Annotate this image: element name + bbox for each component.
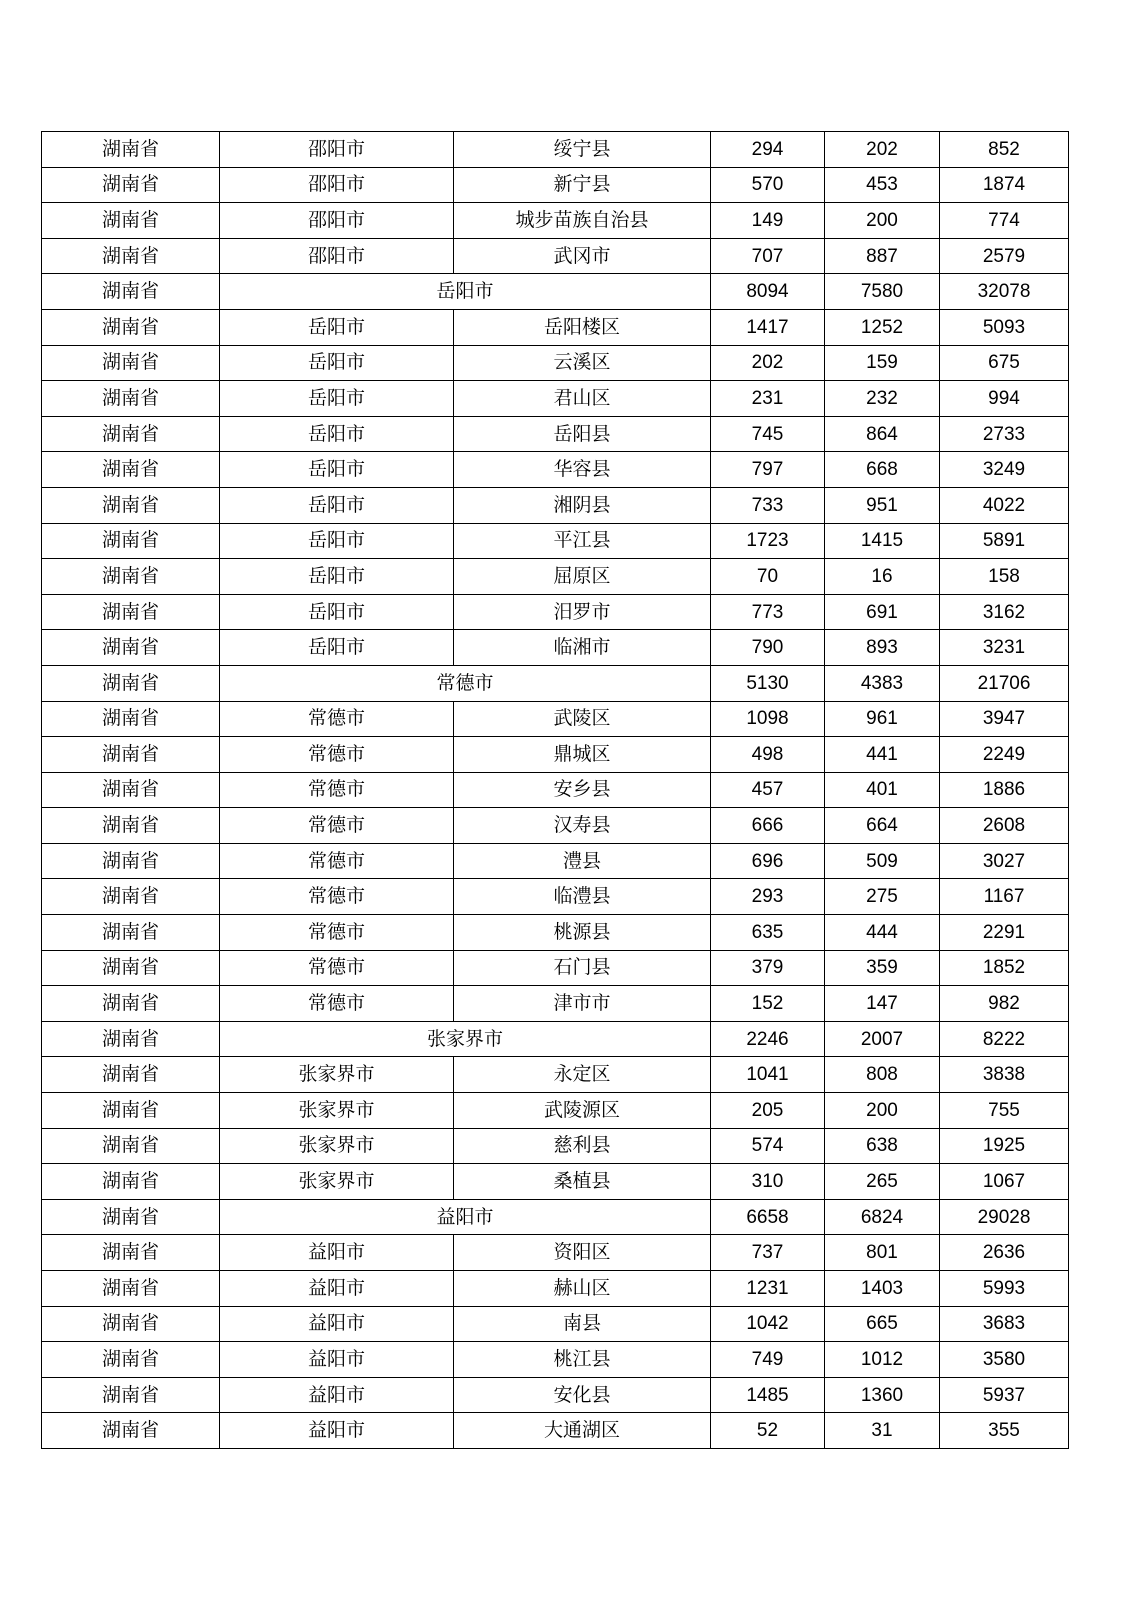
county-cell: 桃源县 [454, 915, 711, 951]
value-3-cell: 3580 [940, 1342, 1069, 1378]
table-row [42, 1164, 1069, 1200]
value-2-cell: 147 [825, 986, 940, 1022]
value-1-cell: 52 [711, 1413, 825, 1449]
value-3-cell: 1874 [940, 167, 1069, 203]
table-row [42, 1306, 1069, 1342]
county-cell: 安化县 [454, 1377, 711, 1413]
table-row [42, 808, 1069, 844]
table-row [42, 843, 1069, 879]
county-cell: 临湘市 [454, 630, 711, 666]
value-3-cell: 5891 [940, 523, 1069, 559]
value-2-cell: 359 [825, 950, 940, 986]
city-cell: 邵阳市 [220, 203, 454, 239]
county-cell: 武陵源区 [454, 1093, 711, 1129]
statistics-table [41, 131, 1069, 1449]
value-2-cell: 665 [825, 1306, 940, 1342]
value-3-cell: 755 [940, 1093, 1069, 1129]
table-row [42, 1093, 1069, 1129]
county-cell: 安乡县 [454, 772, 711, 808]
city-cell: 岳阳市 [220, 559, 454, 595]
table-row [42, 167, 1069, 203]
value-1-cell: 457 [711, 772, 825, 808]
city-cell: 常德市 [220, 737, 454, 773]
city-cell: 岳阳市 [220, 416, 454, 452]
value-2-cell: 1012 [825, 1342, 940, 1378]
table-row [42, 986, 1069, 1022]
province-cell: 湖南省 [42, 915, 220, 951]
value-2-cell: 200 [825, 1093, 940, 1129]
city-cell: 益阳市 [220, 1306, 454, 1342]
province-cell: 湖南省 [42, 1271, 220, 1307]
county-cell: 桃江县 [454, 1342, 711, 1378]
value-1-cell: 205 [711, 1093, 825, 1129]
value-1-cell: 797 [711, 452, 825, 488]
city-cell: 常德市 [220, 808, 454, 844]
county-cell: 岳阳楼区 [454, 309, 711, 345]
value-3-cell: 355 [940, 1413, 1069, 1449]
value-1-cell: 310 [711, 1164, 825, 1200]
value-1-cell: 6658 [711, 1199, 825, 1235]
table-row [42, 772, 1069, 808]
county-cell: 石门县 [454, 950, 711, 986]
city-cell: 益阳市 [220, 1413, 454, 1449]
province-cell: 湖南省 [42, 1128, 220, 1164]
province-cell: 湖南省 [42, 452, 220, 488]
city-cell: 益阳市 [220, 1342, 454, 1378]
value-2-cell: 441 [825, 737, 940, 773]
city-total-cell: 张家界市 [220, 1021, 711, 1057]
province-cell: 湖南省 [42, 487, 220, 523]
value-3-cell: 5993 [940, 1271, 1069, 1307]
value-1-cell: 707 [711, 238, 825, 274]
value-3-cell: 675 [940, 345, 1069, 381]
value-3-cell: 2579 [940, 238, 1069, 274]
value-1-cell: 294 [711, 132, 825, 168]
province-cell: 湖南省 [42, 1164, 220, 1200]
value-2-cell: 961 [825, 701, 940, 737]
table-row [42, 594, 1069, 630]
city-cell: 岳阳市 [220, 594, 454, 630]
value-2-cell: 801 [825, 1235, 940, 1271]
province-cell: 湖南省 [42, 559, 220, 595]
value-3-cell: 5093 [940, 309, 1069, 345]
value-1-cell: 666 [711, 808, 825, 844]
table-row [42, 523, 1069, 559]
county-cell: 津市市 [454, 986, 711, 1022]
city-cell: 张家界市 [220, 1057, 454, 1093]
city-cell: 益阳市 [220, 1377, 454, 1413]
county-cell: 大通湖区 [454, 1413, 711, 1449]
province-cell: 湖南省 [42, 1093, 220, 1129]
value-2-cell: 159 [825, 345, 940, 381]
province-cell: 湖南省 [42, 737, 220, 773]
county-cell: 新宁县 [454, 167, 711, 203]
city-cell: 常德市 [220, 701, 454, 737]
value-2-cell: 265 [825, 1164, 940, 1200]
county-cell: 桑植县 [454, 1164, 711, 1200]
table-row [42, 1413, 1069, 1449]
city-cell: 邵阳市 [220, 167, 454, 203]
value-1-cell: 379 [711, 950, 825, 986]
city-total-cell: 常德市 [220, 665, 711, 701]
county-cell: 武陵区 [454, 701, 711, 737]
city-cell: 邵阳市 [220, 238, 454, 274]
value-1-cell: 1417 [711, 309, 825, 345]
table-row [42, 1235, 1069, 1271]
value-2-cell: 951 [825, 487, 940, 523]
table-row [42, 701, 1069, 737]
county-cell: 澧县 [454, 843, 711, 879]
value-1-cell: 498 [711, 737, 825, 773]
city-total-cell: 益阳市 [220, 1199, 711, 1235]
province-cell: 湖南省 [42, 772, 220, 808]
province-cell: 湖南省 [42, 1021, 220, 1057]
value-3-cell: 158 [940, 559, 1069, 595]
value-1-cell: 2246 [711, 1021, 825, 1057]
value-1-cell: 1231 [711, 1271, 825, 1307]
value-1-cell: 202 [711, 345, 825, 381]
value-2-cell: 887 [825, 238, 940, 274]
value-2-cell: 808 [825, 1057, 940, 1093]
table-row [42, 1057, 1069, 1093]
table-row [42, 737, 1069, 773]
value-2-cell: 668 [825, 452, 940, 488]
province-cell: 湖南省 [42, 986, 220, 1022]
value-1-cell: 745 [711, 416, 825, 452]
value-3-cell: 3838 [940, 1057, 1069, 1093]
value-3-cell: 3249 [940, 452, 1069, 488]
table-row [42, 950, 1069, 986]
value-3-cell: 3683 [940, 1306, 1069, 1342]
county-cell: 绥宁县 [454, 132, 711, 168]
table-row [42, 1342, 1069, 1378]
city-cell: 岳阳市 [220, 523, 454, 559]
city-cell: 常德市 [220, 950, 454, 986]
county-cell: 汨罗市 [454, 594, 711, 630]
city-cell: 岳阳市 [220, 345, 454, 381]
value-3-cell: 2249 [940, 737, 1069, 773]
value-3-cell: 2636 [940, 1235, 1069, 1271]
county-cell: 云溪区 [454, 345, 711, 381]
province-cell: 湖南省 [42, 701, 220, 737]
value-1-cell: 1723 [711, 523, 825, 559]
value-2-cell: 1415 [825, 523, 940, 559]
table-body [42, 132, 1069, 1449]
province-cell: 湖南省 [42, 1057, 220, 1093]
city-cell: 张家界市 [220, 1128, 454, 1164]
value-2-cell: 1252 [825, 309, 940, 345]
value-2-cell: 664 [825, 808, 940, 844]
county-cell: 慈利县 [454, 1128, 711, 1164]
city-cell: 岳阳市 [220, 381, 454, 417]
county-cell: 鼎城区 [454, 737, 711, 773]
value-1-cell: 152 [711, 986, 825, 1022]
table-row [42, 203, 1069, 239]
value-2-cell: 893 [825, 630, 940, 666]
province-cell: 湖南省 [42, 950, 220, 986]
table-row [42, 452, 1069, 488]
city-subtotal-row [42, 1199, 1069, 1235]
value-2-cell: 2007 [825, 1021, 940, 1057]
table-row [42, 879, 1069, 915]
value-1-cell: 1098 [711, 701, 825, 737]
value-1-cell: 570 [711, 167, 825, 203]
city-cell: 常德市 [220, 879, 454, 915]
value-3-cell: 5937 [940, 1377, 1069, 1413]
value-3-cell: 852 [940, 132, 1069, 168]
province-cell: 湖南省 [42, 808, 220, 844]
province-cell: 湖南省 [42, 416, 220, 452]
province-cell: 湖南省 [42, 203, 220, 239]
value-2-cell: 6824 [825, 1199, 940, 1235]
value-3-cell: 3027 [940, 843, 1069, 879]
province-cell: 湖南省 [42, 594, 220, 630]
city-cell: 岳阳市 [220, 452, 454, 488]
value-2-cell: 1360 [825, 1377, 940, 1413]
county-cell: 南县 [454, 1306, 711, 1342]
province-cell: 湖南省 [42, 1377, 220, 1413]
value-1-cell: 790 [711, 630, 825, 666]
value-1-cell: 737 [711, 1235, 825, 1271]
county-cell: 临澧县 [454, 879, 711, 915]
province-cell: 湖南省 [42, 630, 220, 666]
value-2-cell: 232 [825, 381, 940, 417]
city-total-cell: 岳阳市 [220, 274, 711, 310]
table-row [42, 915, 1069, 951]
province-cell: 湖南省 [42, 879, 220, 915]
county-cell: 赫山区 [454, 1271, 711, 1307]
city-cell: 常德市 [220, 915, 454, 951]
value-1-cell: 293 [711, 879, 825, 915]
value-1-cell: 70 [711, 559, 825, 595]
value-3-cell: 8222 [940, 1021, 1069, 1057]
value-1-cell: 733 [711, 487, 825, 523]
table-row [42, 345, 1069, 381]
province-cell: 湖南省 [42, 381, 220, 417]
value-2-cell: 275 [825, 879, 940, 915]
value-2-cell: 638 [825, 1128, 940, 1164]
value-3-cell: 2291 [940, 915, 1069, 951]
city-cell: 岳阳市 [220, 630, 454, 666]
province-cell: 湖南省 [42, 309, 220, 345]
county-cell: 资阳区 [454, 1235, 711, 1271]
value-3-cell: 1886 [940, 772, 1069, 808]
value-1-cell: 231 [711, 381, 825, 417]
value-3-cell: 774 [940, 203, 1069, 239]
city-cell: 常德市 [220, 772, 454, 808]
value-3-cell: 4022 [940, 487, 1069, 523]
city-subtotal-row [42, 665, 1069, 701]
value-1-cell: 696 [711, 843, 825, 879]
province-cell: 湖南省 [42, 843, 220, 879]
value-2-cell: 4383 [825, 665, 940, 701]
value-2-cell: 31 [825, 1413, 940, 1449]
table-row [42, 630, 1069, 666]
province-cell: 湖南省 [42, 1306, 220, 1342]
value-3-cell: 3947 [940, 701, 1069, 737]
city-cell: 张家界市 [220, 1093, 454, 1129]
city-subtotal-row [42, 274, 1069, 310]
county-cell: 屈原区 [454, 559, 711, 595]
province-cell: 湖南省 [42, 238, 220, 274]
value-1-cell: 773 [711, 594, 825, 630]
city-cell: 邵阳市 [220, 132, 454, 168]
county-cell: 城步苗族自治县 [454, 203, 711, 239]
value-2-cell: 7580 [825, 274, 940, 310]
table-row [42, 487, 1069, 523]
table-row [42, 1377, 1069, 1413]
county-cell: 永定区 [454, 1057, 711, 1093]
city-cell: 益阳市 [220, 1271, 454, 1307]
value-1-cell: 1041 [711, 1057, 825, 1093]
value-3-cell: 1925 [940, 1128, 1069, 1164]
city-cell: 张家界市 [220, 1164, 454, 1200]
value-1-cell: 749 [711, 1342, 825, 1378]
county-cell: 湘阴县 [454, 487, 711, 523]
table-row [42, 381, 1069, 417]
value-1-cell: 1485 [711, 1377, 825, 1413]
city-cell: 岳阳市 [220, 309, 454, 345]
value-2-cell: 444 [825, 915, 940, 951]
value-2-cell: 864 [825, 416, 940, 452]
province-cell: 湖南省 [42, 345, 220, 381]
table-row [42, 416, 1069, 452]
province-cell: 湖南省 [42, 132, 220, 168]
value-1-cell: 635 [711, 915, 825, 951]
province-cell: 湖南省 [42, 274, 220, 310]
province-cell: 湖南省 [42, 523, 220, 559]
table-row [42, 132, 1069, 168]
city-cell: 常德市 [220, 843, 454, 879]
county-cell: 武冈市 [454, 238, 711, 274]
city-cell: 常德市 [220, 986, 454, 1022]
value-3-cell: 2733 [940, 416, 1069, 452]
value-1-cell: 1042 [711, 1306, 825, 1342]
province-cell: 湖南省 [42, 1342, 220, 1378]
value-2-cell: 1403 [825, 1271, 940, 1307]
city-cell: 益阳市 [220, 1235, 454, 1271]
value-3-cell: 32078 [940, 274, 1069, 310]
value-3-cell: 1852 [940, 950, 1069, 986]
table-row [42, 559, 1069, 595]
value-3-cell: 2608 [940, 808, 1069, 844]
county-cell: 华容县 [454, 452, 711, 488]
value-1-cell: 8094 [711, 274, 825, 310]
county-cell: 汉寿县 [454, 808, 711, 844]
province-cell: 湖南省 [42, 1413, 220, 1449]
value-2-cell: 401 [825, 772, 940, 808]
value-3-cell: 21706 [940, 665, 1069, 701]
city-cell: 岳阳市 [220, 487, 454, 523]
value-3-cell: 994 [940, 381, 1069, 417]
table-row [42, 238, 1069, 274]
value-1-cell: 574 [711, 1128, 825, 1164]
value-2-cell: 453 [825, 167, 940, 203]
value-1-cell: 5130 [711, 665, 825, 701]
value-2-cell: 509 [825, 843, 940, 879]
province-cell: 湖南省 [42, 167, 220, 203]
value-2-cell: 200 [825, 203, 940, 239]
value-3-cell: 3231 [940, 630, 1069, 666]
value-2-cell: 202 [825, 132, 940, 168]
county-cell: 平江县 [454, 523, 711, 559]
value-3-cell: 3162 [940, 594, 1069, 630]
value-3-cell: 982 [940, 986, 1069, 1022]
table-row [42, 1128, 1069, 1164]
county-cell: 君山区 [454, 381, 711, 417]
value-3-cell: 1167 [940, 879, 1069, 915]
province-cell: 湖南省 [42, 665, 220, 701]
value-1-cell: 149 [711, 203, 825, 239]
value-2-cell: 691 [825, 594, 940, 630]
value-3-cell: 29028 [940, 1199, 1069, 1235]
value-3-cell: 1067 [940, 1164, 1069, 1200]
city-subtotal-row [42, 1021, 1069, 1057]
province-cell: 湖南省 [42, 1199, 220, 1235]
table-row [42, 1271, 1069, 1307]
province-cell: 湖南省 [42, 1235, 220, 1271]
county-cell: 岳阳县 [454, 416, 711, 452]
table-row [42, 309, 1069, 345]
value-2-cell: 16 [825, 559, 940, 595]
